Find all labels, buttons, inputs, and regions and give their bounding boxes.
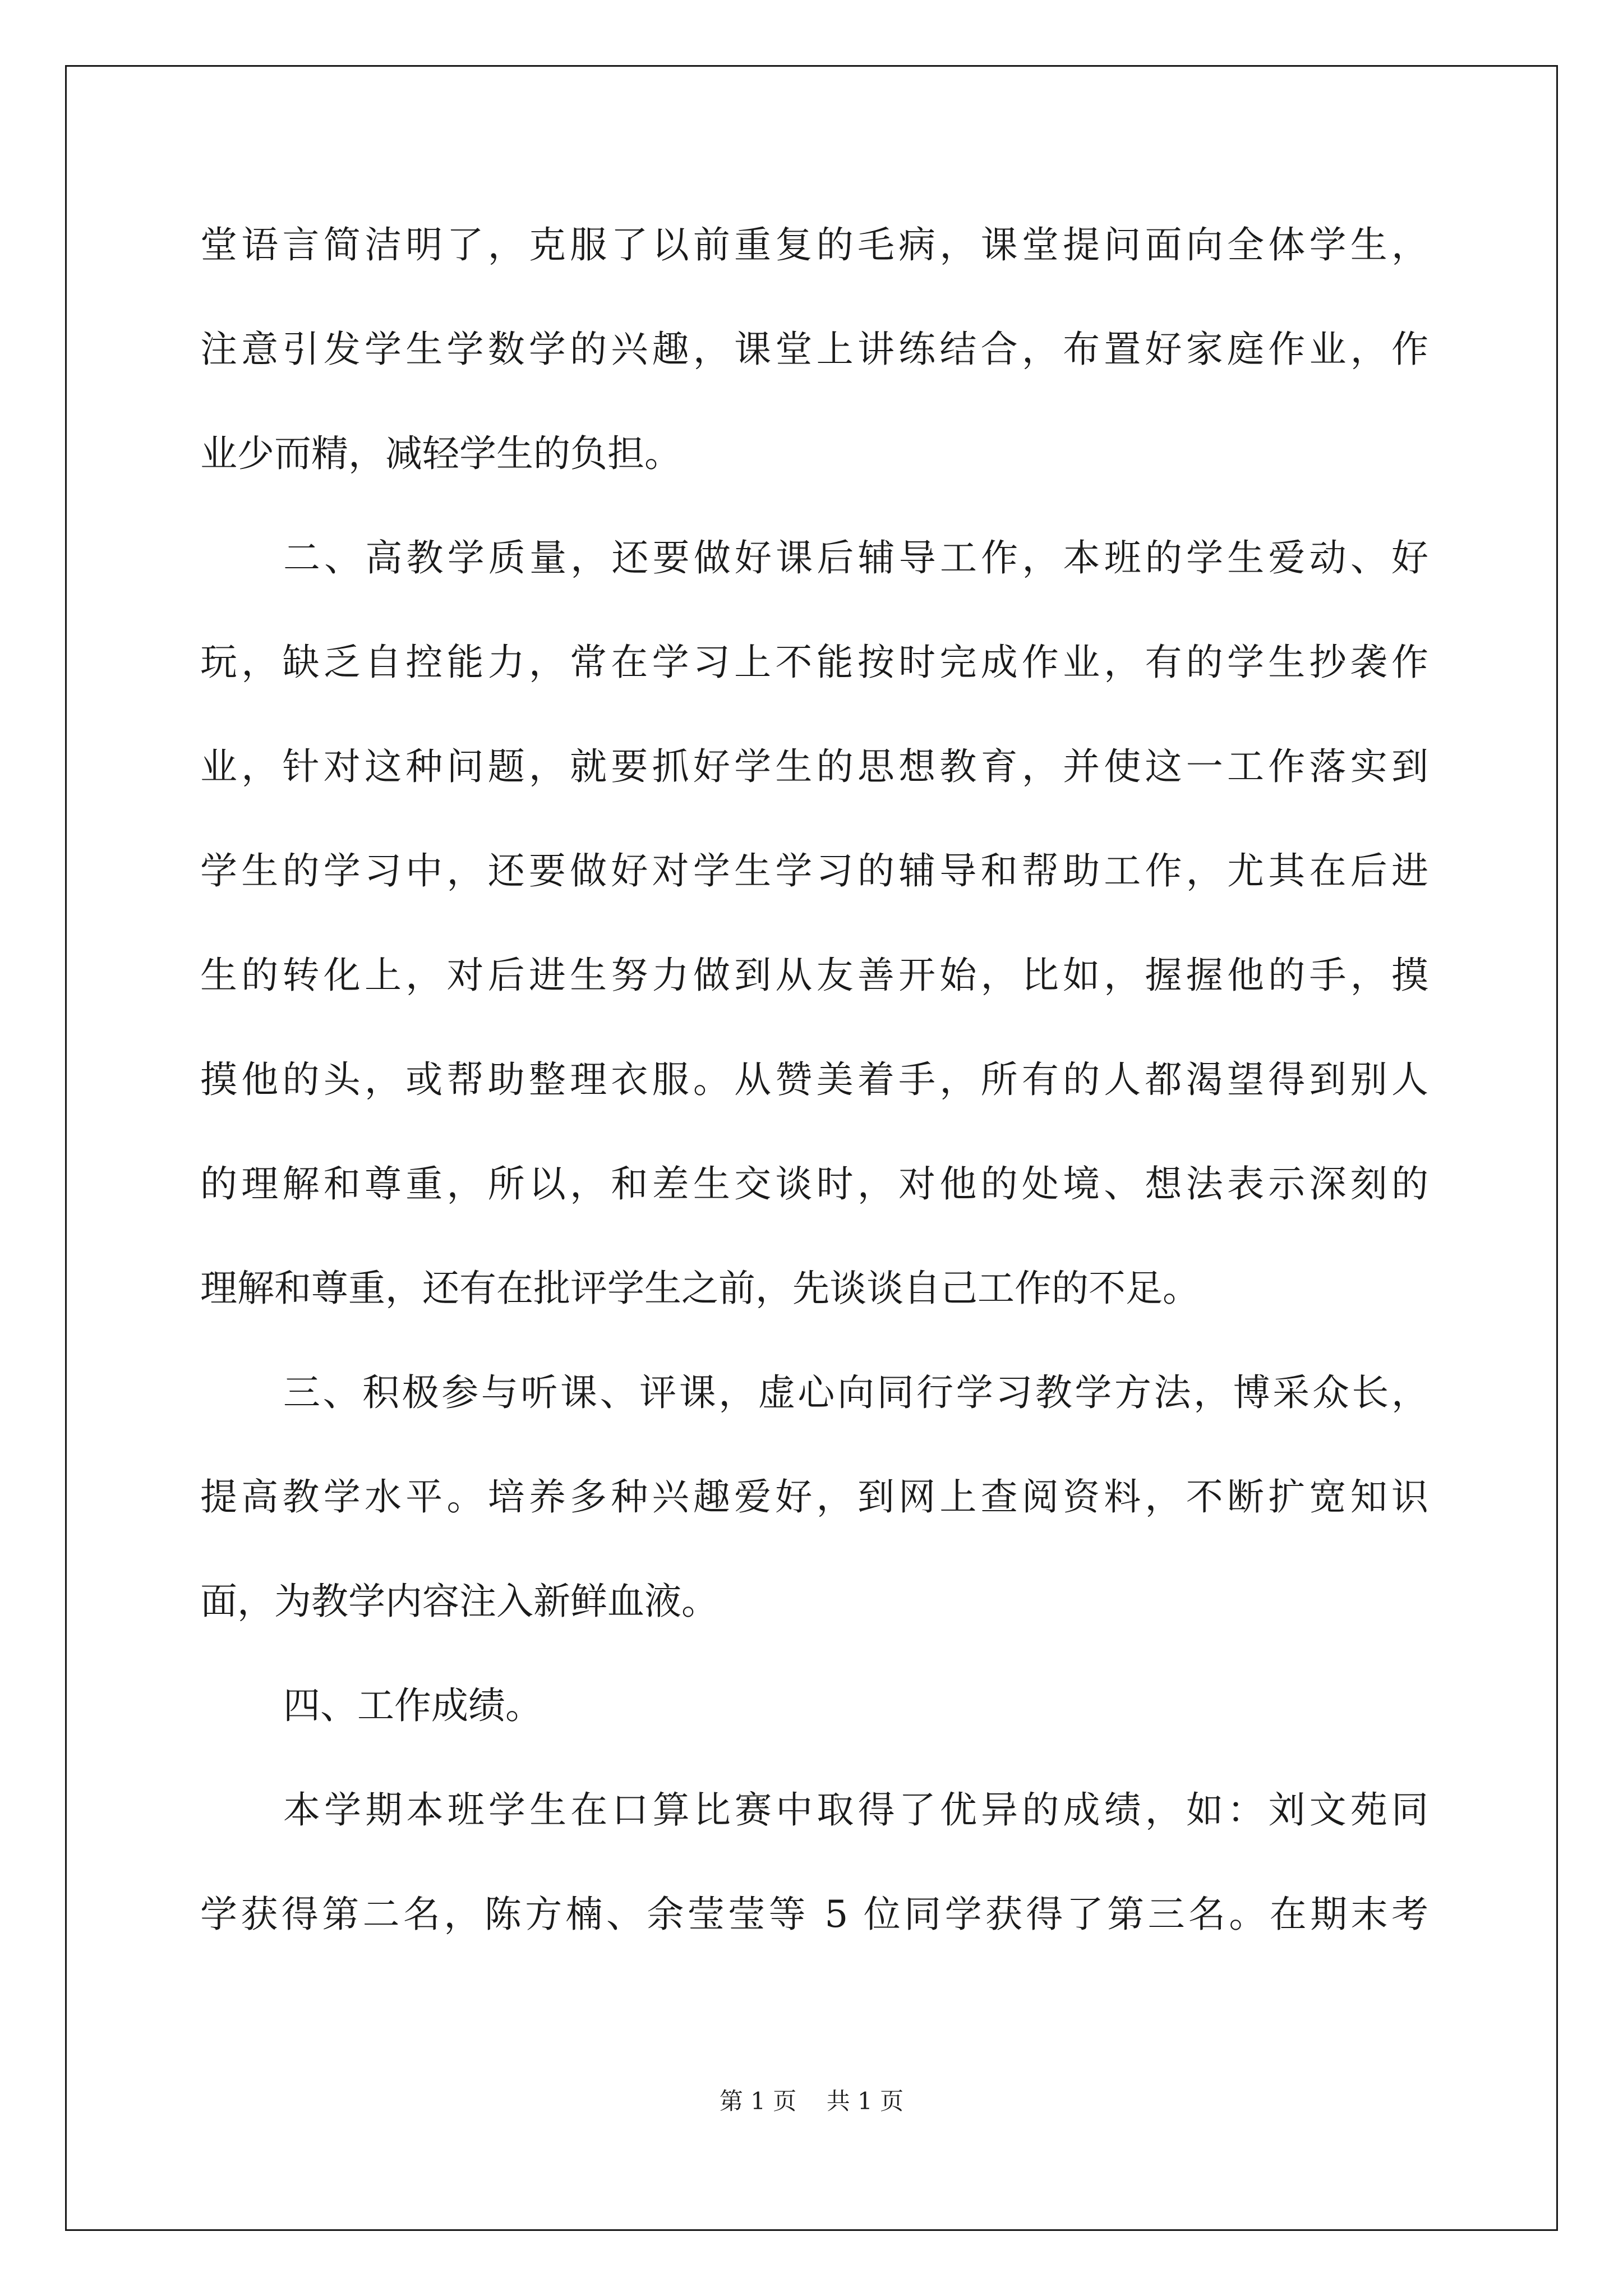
text-line: 四、工作成绩。 bbox=[283, 1684, 542, 1727]
text-line: 三、积极参与听课、评课，虚心向同行学习教学方法，博采众长， bbox=[283, 1371, 1428, 1414]
text-line: 生的转化上，对后进生努力做到从友善开始，比如，握握他的手，摸 bbox=[200, 954, 1428, 997]
text-line: 提高教学水平。培养多种兴趣爱好，到网上查阅资料，不断扩宽知识 bbox=[200, 1475, 1428, 1519]
text-line: 学获得第二名，陈方楠、余莹莹等 5 位同学获得了第三名。在期末考 bbox=[200, 1893, 1428, 1936]
text-line: 业少而精，减轻学生的负担。 bbox=[200, 432, 681, 475]
text-line: 二、高教学质量，还要做好课后辅导工作，本班的学生爱动、好 bbox=[283, 536, 1428, 579]
page-footer: 第 1 页 共 1 页 bbox=[719, 2087, 904, 2115]
text-line: 的理解和尊重，所以，和差生交谈时，对他的处境、想法表示深刻的 bbox=[200, 1162, 1428, 1205]
text-line: 堂语言简洁明了，克服了以前重复的毛病，课堂提问面向全体学生， bbox=[200, 223, 1428, 266]
text-line: 玩，缺乏自控能力，常在学习上不能按时完成作业，有的学生抄袭作 bbox=[200, 641, 1428, 684]
document-body bbox=[200, 193, 1428, 1967]
text-line: 注意引发学生学数学的兴趣，课堂上讲练结合，布置好家庭作业，作 bbox=[200, 328, 1428, 371]
text-line: 摸他的头，或帮助整理衣服。从赞美着手，所有的人都渴望得到别人 bbox=[200, 1058, 1428, 1101]
text-line: 理解和尊重，还有在批评学生之前，先谈谈自己工作的不足。 bbox=[200, 1267, 1200, 1310]
text-line: 本学期本班学生在口算比赛中取得了优异的成绩，如：刘文苑同 bbox=[283, 1788, 1428, 1832]
text-line: 业，针对这种问题，就要抓好学生的思想教育，并使这一工作落实到 bbox=[200, 745, 1428, 788]
text-line: 面，为教学内容注入新鲜血液。 bbox=[200, 1580, 718, 1623]
text-line: 学生的学习中，还要做好对学生学习的辅导和帮助工作，尤其在后进 bbox=[200, 849, 1428, 892]
